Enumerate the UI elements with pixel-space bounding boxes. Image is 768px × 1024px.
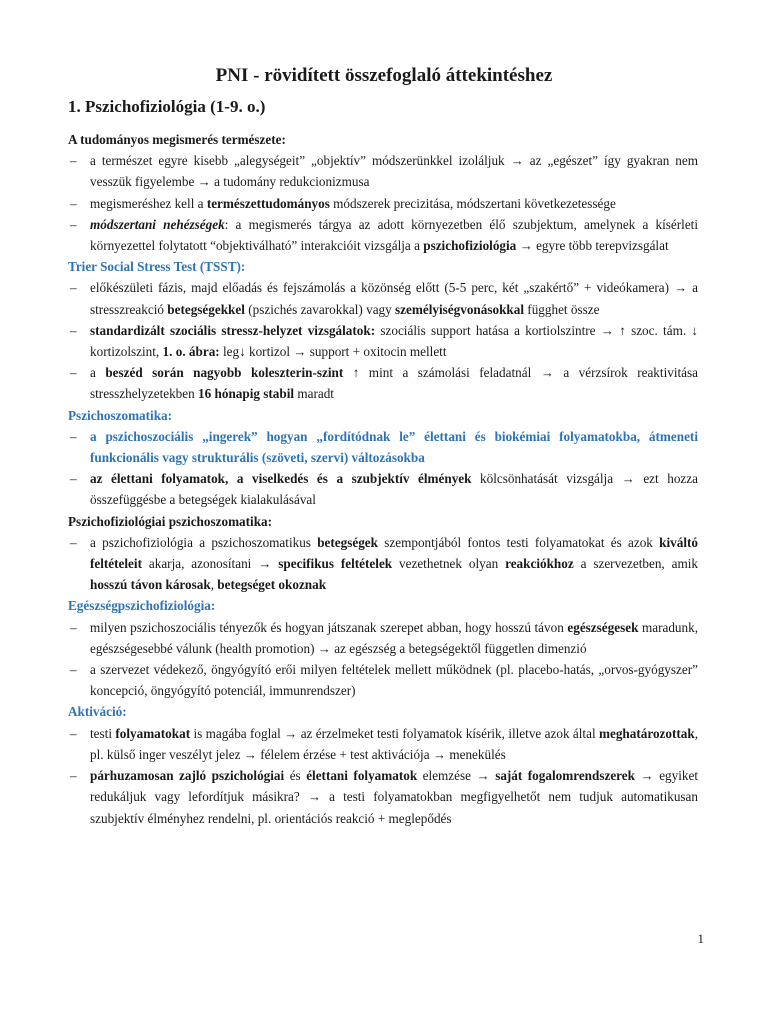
bullet-dash: – [70,280,77,296]
text-segment: természettudományos [206,195,330,211]
bullet-dash: – [70,534,77,550]
list-item [68,532,698,596]
text-segment: függhet össze [524,301,600,317]
text-segment: folyamatokat [115,725,191,741]
bullet-dash: – [70,216,77,232]
text-segment: testi [90,725,116,741]
text-segment: elemzése → [417,768,496,784]
text-segment: az élettani folyamatok, a viselkedés és a szubjektív élmények [90,471,472,487]
bullet-dash: – [70,471,77,487]
section-heading: Pszichofiziológiai pszichoszomatika: [68,513,273,529]
text-segment: betegségekkel [167,301,245,317]
text-segment: kölcsönhatását vizsgálja → ezt hozza összefüggésbe a betegségek kialakulásával [90,471,698,508]
list-item [68,723,698,765]
page-number: 1 [697,931,704,946]
text-segment: a pszichoszociális „ingerek” hogyan „fordítódnak le” élettani és biokémiai folyamatokba, átmeneti funkcionális vagy strukturális (szöveti, szervi) változásokba [90,428,698,466]
text-segment: betegségek [317,534,378,550]
text-segment: is magába foglal → az érzelmeket testi folyamatok kísérik, illetve azok által [190,725,599,741]
text-segment: reakciókhoz [505,556,574,572]
text-segment: szempontjából fontos testi folyamatokat és azok [378,534,660,550]
text-segment: előkészületi fázis, majd előadás és fejszámolás a közönség előtt (5-5 perc, két „szakértő” + videókamera) → a stresszreakció [90,280,698,317]
list-item [68,765,698,829]
bullet-dash: – [70,662,77,678]
text-segment: a természet egyre kisebb „alegységeit” „objektív” módszerünkkel izoláljuk → az „egészet” így gyakran nem vesszük figyelembe → a tudomány redukcionizmusa [90,153,698,190]
text-segment: a pszichofiziológia a pszichoszomatikus [90,534,318,550]
text-segment: párhuzamosan zajló pszichológiai [90,768,285,784]
text-segment: milyen pszichoszociális tényezők és hogyan játszanak szerepet abban, hogy hosszú távon [90,619,568,635]
text-segment: (pszichés zavarokkal) vagy [244,301,396,317]
text-segment: → egyre több terepvizsgálat [516,238,669,254]
bullet-dash: – [70,322,77,338]
text-segment: módszerek precizitása, módszertani következetessége [329,195,616,211]
bullet-dash: – [70,428,77,444]
text-segment: meghatározottak [598,725,695,741]
list-item [68,277,698,319]
text-segment: 1. o. ábra: [162,344,220,360]
list-item [68,214,698,256]
bullet-dash: – [70,153,77,169]
text-segment: maradt [294,386,334,402]
bullet-dash: – [70,619,77,635]
bullet-dash: – [70,725,77,741]
list-item [68,468,698,510]
section-heading: Egészségpszichofiziológia: [68,598,216,614]
text-segment: specifikus feltételek [278,556,393,572]
text-segment: → egyiket redukáljuk vagy lefordítjuk másikra? → a testi folyamatokban megfigyelhetőt nem tudjuk automatikusan szubjektív élményhez rendelni, pl. orientációs reakció + meglepődés [90,768,699,826]
text-segment: és [284,768,307,784]
list-item [68,150,698,192]
text-segment: kiváltó feltételeit [90,534,698,572]
text-segment: 16 hónapig stabil [198,386,295,402]
section-heading: A tudományos megismerés természete: [68,132,286,147]
text-segment: szociális support hatása a kortiolszintre → ↑ szoc. tám. ↓ kortizolszint, [90,322,698,360]
list-item [68,193,698,214]
list-item [68,426,698,468]
section-heading: Trier Social Stress Test (TSST): [68,259,246,275]
text-segment: módszertani nehézségek [90,216,225,232]
text-segment: standardizált szociális stressz-helyzet vizsgálatok: [90,322,376,338]
text-segment: vezethetnek olyan [392,556,506,572]
section-heading: Aktiváció: [68,704,127,720]
text-segment: maradunk, egészségesebbé válunk (health promotion) → az egészség a betegségektől független dimenzió [90,619,698,656]
chapter-heading: 1. Pszichofiziológia (1-9. o.) [68,97,266,116]
list-item [68,659,698,701]
text-segment: ↑ mint a számolási feladatnál → a vérzsírok reaktivitása stresszhelyzetekben [90,365,698,402]
list-item [68,362,698,404]
text-segment: a [90,365,106,381]
text-segment: , pl. külső inger veszélyt jelez → félelem érzése + test aktivációja → menekülés [90,725,698,762]
text-segment: , [210,577,218,593]
text-segment: beszéd során nagyobb koleszterin-szint [105,365,344,381]
text-segment: a szervezet védekező, öngyógyító erői milyen feltételek mellett működnek (pl. placebo-hatás, „orvos-gyógyszer” koncepció, öngyógyító potenciál, immunrendszer) [90,662,698,699]
text-segment: leg↓ kortizol → support + oxitocin mellett [219,344,447,360]
list-item [68,617,698,659]
text-segment: személyiségvonásokkal [395,301,524,317]
text-segment: a szervezetben, amik [573,556,698,572]
text-segment: hosszú távon károsak [90,577,211,593]
text-segment: megismeréshez kell a [90,195,207,211]
bullet-dash: – [70,365,77,381]
text-segment: : a megismerés tárgya az adott környezetben élő szubjektum, amelynek a kísérleti környezettel folytatott “objektiválható” interakcióit vizsgálja a [90,216,699,254]
list-item [68,320,698,362]
text-segment: akarja, azonosítani → [141,556,279,572]
text-segment: élettani folyamatok [306,768,418,784]
section-heading: Pszichoszomatika: [68,407,173,423]
text-segment: egészségesek [567,619,639,635]
document-body [68,129,698,829]
text-segment: saját fogalomrendszerek [495,768,635,784]
text-segment: pszichofiziológia [423,238,517,254]
bullet-dash: – [70,195,77,211]
text-segment: betegséget okoznak [217,577,327,593]
bullet-dash: – [70,768,77,784]
document-title: PNI - rövidített összefoglaló áttekintéshez [215,65,553,86]
